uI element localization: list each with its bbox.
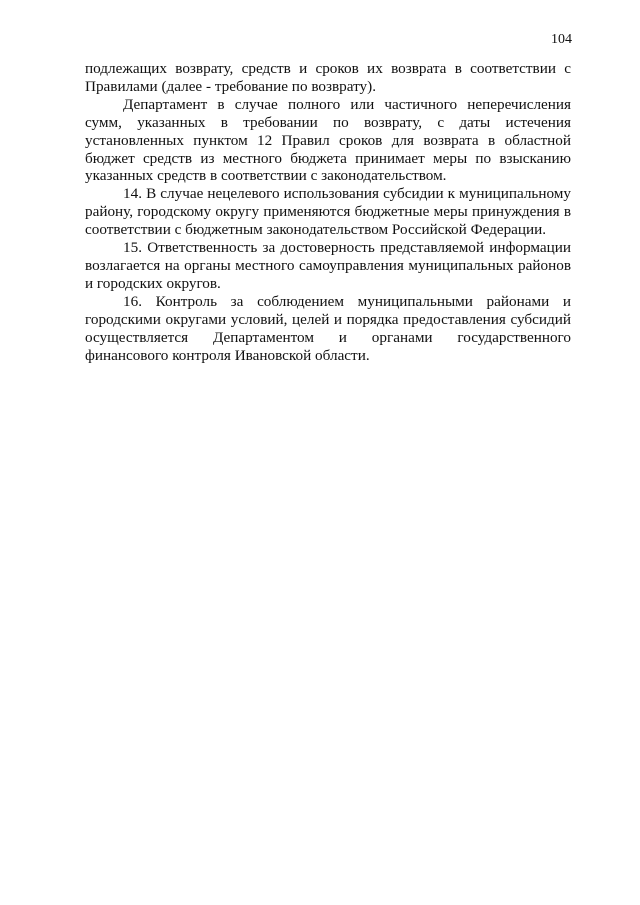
paragraph-department-recovery: Департамент в случае полного или частичного неперечисления сумм, указанных в требовании по возврату, с даты истечения установленных пунктом 12 Правил сроков для возврата в областной бюджет средств из местного бюджета принимает меры по взысканию указанных средств в соответствии с законодательством. (85, 95, 571, 185)
page-number: 104 (551, 32, 572, 47)
paragraph-16-control: 16. Контроль за соблюдением муниципальными районами и городскими округами условий, целей и порядка предоставления субсидий осуществляется Департаментом и органами государственного финансового контроля Ивановской области. (85, 292, 571, 364)
paragraph-15-responsibility: 15. Ответственность за достоверность представляемой информации возлагается на органы местного самоуправления муниципальных районов и городских округов. (85, 239, 571, 292)
paragraph-continuation: подлежащих возврату, средств и сроков их возврата в соответствии с Правилами (далее - требование по возврату). (85, 60, 571, 95)
document-body (85, 60, 571, 364)
paragraph-14-misuse: 14. В случае нецелевого использования субсидии к муниципальному району, городскому округу применяются бюджетные меры принуждения в соответствии с бюджетным законодательством Российской Федерации. (85, 185, 571, 239)
